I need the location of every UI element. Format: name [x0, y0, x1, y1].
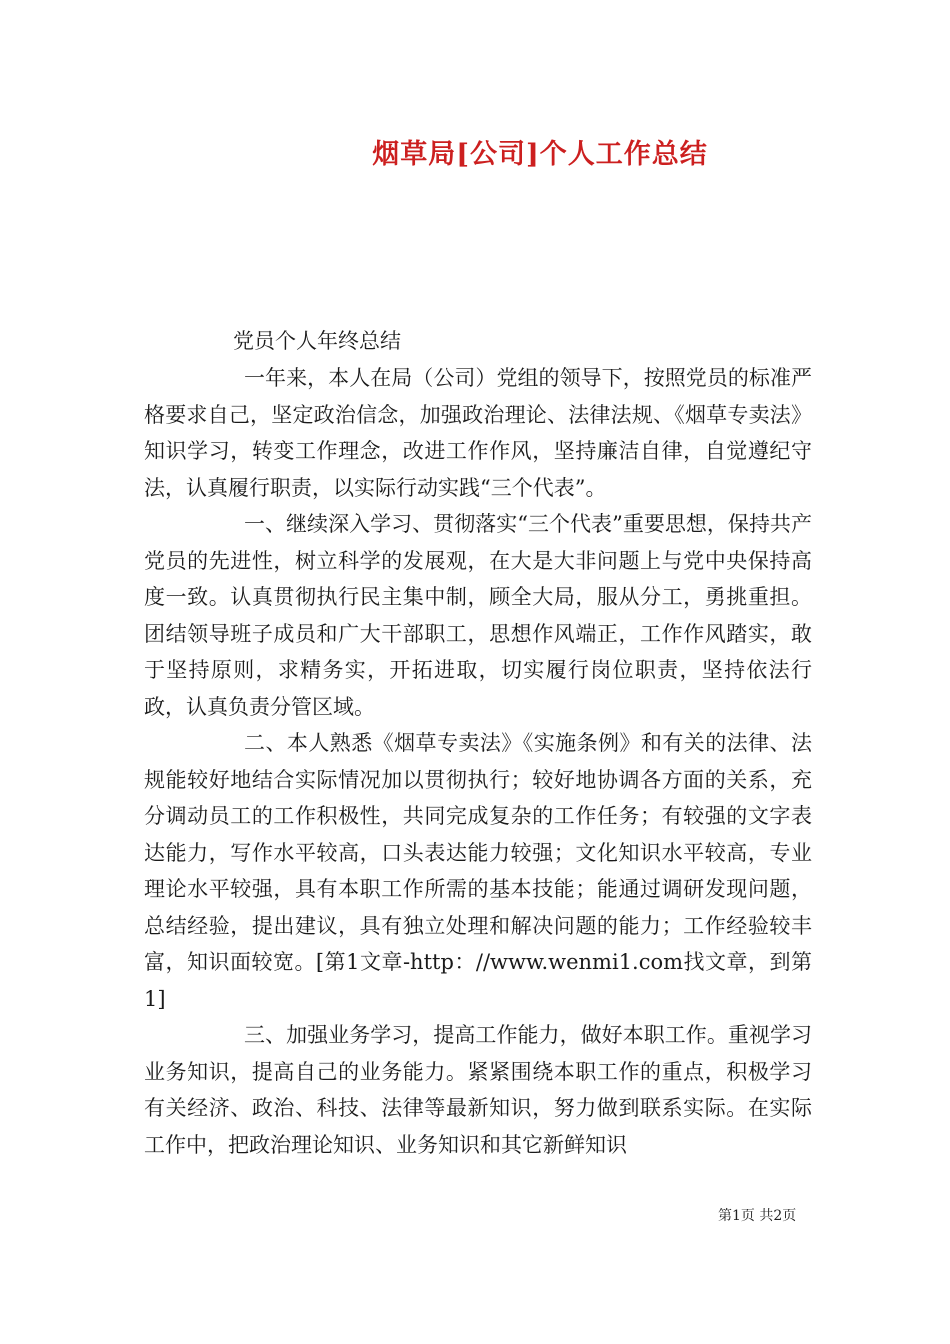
document-subtitle: 党员个人年终总结 [233, 329, 401, 353]
document-title: 烟草局[公司]个人工作总结 [372, 139, 708, 170]
paragraph-intro: 一年来，本人在局（公司）党组的领导下，按照党员的标准严格要求自己，坚定政治信念，加强政治理论、法律法规、《烟草专卖法》知识学习，转变工作理念，改进工作作风，坚持廉洁自律，自觉遵纪守法，认真履行职责，以实际行动实践“三个代表”。 [144, 366, 812, 500]
paragraph-section-2: 二、本人熟悉《烟草专卖法》《实施条例》和有关的法律、法规能较好地结合实际情况加以贯彻执行；较好地协调各方面的关系，充分调动员工的工作积极性，共同完成复杂的工作任务；有较强的文字表达能力，写作水平较高，口头表达能力较强；文化知识水平较高，专业理论水平较强，具有本职工作所需的基本技能；能通过调研发现问题，总结经验，提出建议，具有独立处理和解决问题的能力；工作经验较丰富，知识面较宽。[第1文章-http：//www.wenmi1.com找文章，到第1] [144, 731, 812, 1011]
paragraph-section-1: 一、继续深入学习、贯彻落实“三个代表”重要思想，保持共产党员的先进性，树立科学的发展观，在大是大非问题上与党中央保持高度一致。认真贯彻执行民主集中制，顾全大局，服从分工，勇挑重担。团结领导班子成员和广大干部职工，思想作风端正，工作作风踏实，敢于坚持原则，求精务实，开拓进取，切实履行岗位职责，坚持依法行政，认真负责分管区域。 [144, 512, 812, 719]
page-number-footer: 第1页 共2页 [718, 1208, 797, 1224]
document-body [144, 360, 812, 1163]
paragraph-section-3: 三、加强业务学习，提高工作能力，做好本职工作。重视学习业务知识，提高自己的业务能力。紧紧围绕本职工作的重点，积极学习有关经济、政治、科技、法律等最新知识，努力做到联系实际。在实际工作中，把政治理论知识、业务知识和其它新鲜知识 [144, 1023, 812, 1157]
